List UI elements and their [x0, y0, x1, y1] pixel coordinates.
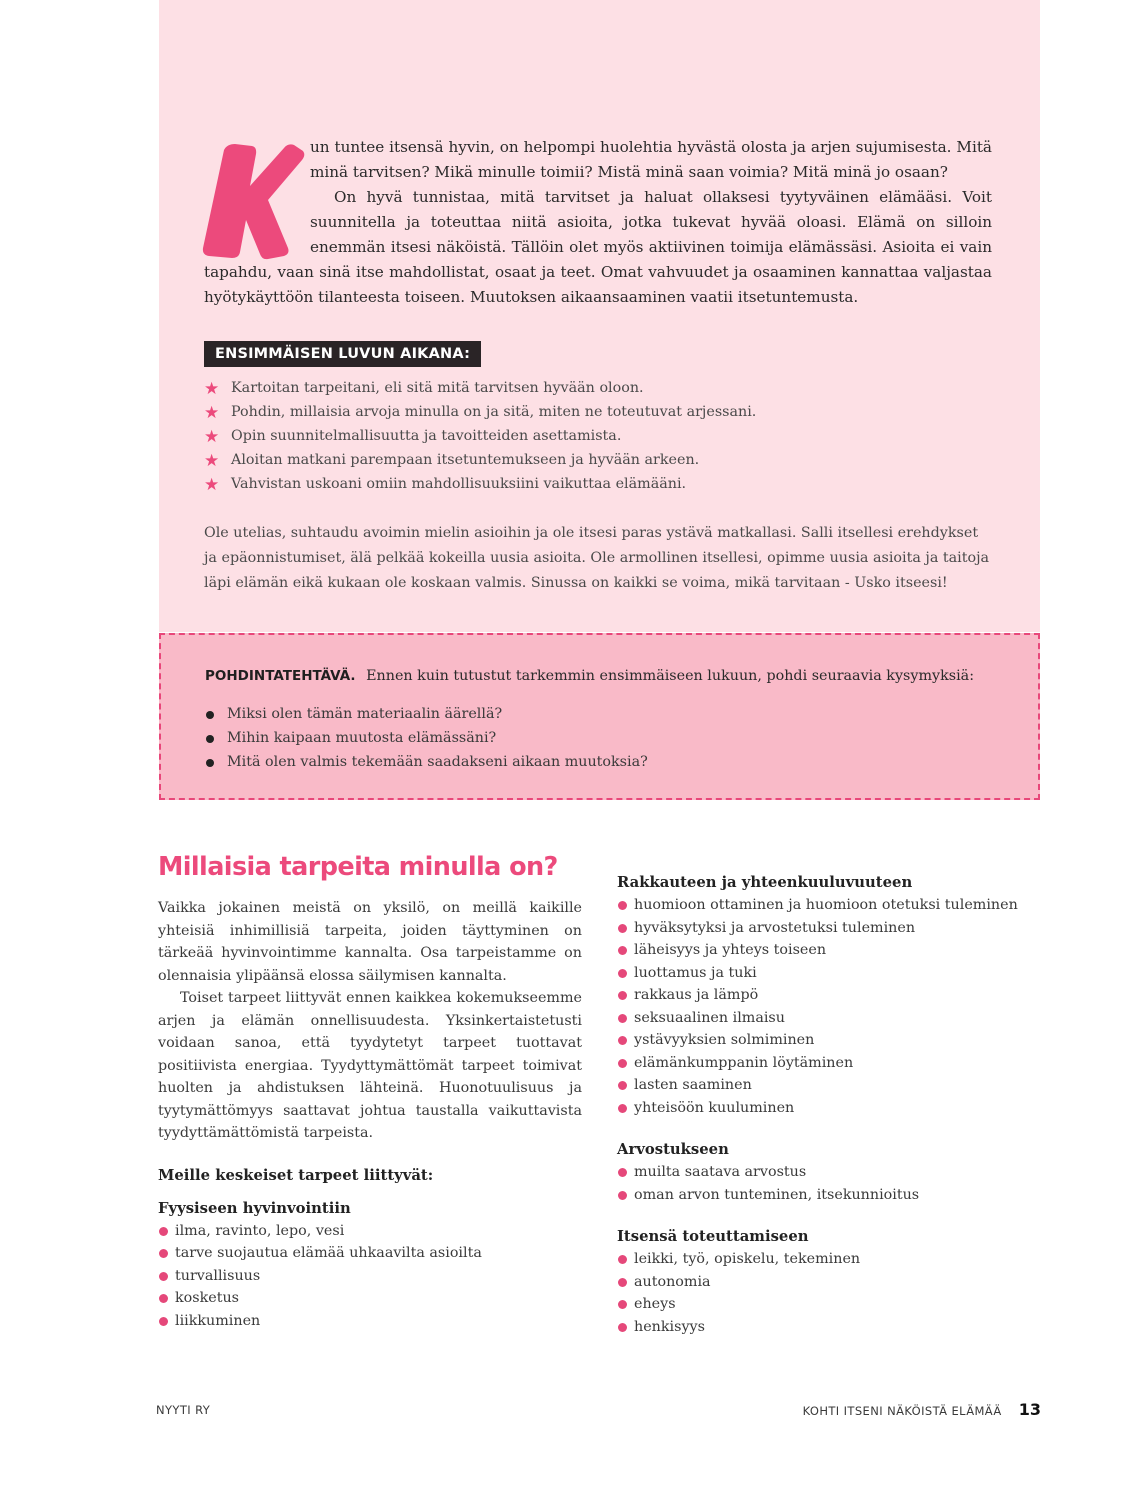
list-item: oman arvon tunteminen, itsekunnioitus: [617, 1184, 1037, 1207]
intro-paragraph-1: un tuntee itsensä hyvin, on helpompi huolehtia hyvästä olosta ja arjen sujumisesta. Mitä minä tarvitsen? Mikä minulle toimii? Mistä minä saan voimia? Mitä minä jo osaan?: [310, 138, 992, 181]
intro-paragraph-2: On hyvä tunnistaa, mitä tarvitset ja haluat ollaksesi tyytyväinen elämääsi. Voit suunnitella ja toteuttaa niitä asioita, jotka tukevat hyvää oloasi. Elämä on silloin enemmän itsesi näköistä. Tällöin olet myös aktiivinen toimija elämässäsi. Asioita ei vain tapahdu, vaan sinä itse mahdollistat, osaat ja teet. Omat vahvuudet ja osaaminen kannattaa valjastaa hyötykäyttöön tilanteesta toiseen. Muutoksen aikaansaaminen vaatii itsetuntemusta.: [204, 188, 992, 306]
star-icon: ★: [204, 427, 220, 447]
task-instructions: Ennen kuin tutustut tarkemmin ensimmäiseen lukuun, pohdi seuraavia kysymyksiä:: [366, 668, 975, 684]
chapter-goals-label: ENSIMMÄISEN LUVUN AIKANA:: [204, 341, 481, 367]
reflection-task-box: [159, 633, 1040, 800]
star-icon: ★: [204, 451, 220, 471]
list-item: henkisyys: [617, 1316, 1037, 1339]
key-needs-heading: Meille keskeiset tarpeet liittyvät:: [158, 1166, 434, 1184]
footer-publication: [803, 1400, 1041, 1419]
task-label: POHDINTATEHTÄVÄ.: [205, 668, 356, 684]
drop-cap-space: [204, 135, 310, 257]
needs-left-column: [158, 897, 582, 1332]
list-item: ★ Kartoitan tarpeitani, eli sitä mitä tarvitsen hyvään oloon.: [204, 379, 644, 399]
star-icon: ★: [204, 379, 220, 399]
encouragement-paragraph: Ole utelias, suhtaudu avoimin mielin asioihin ja ole itsesi paras ystävä matkallasi. Salli itsellesi erehdykset ja epäonnistumiset, älä pelkää kokeilla uusia asioita. Ole armollinen itsellesi, opimme uusia asioita ja taitoja läpi elämän eikä kukaan ole koskaan valmis. Sinussa on kaikki se voima, mikä tarvitaan - Usko itseesi!: [204, 525, 990, 591]
group-heading-esteem: Arvostukseen: [617, 1141, 729, 1158]
footer-organization: NYYTI RY: [156, 1403, 211, 1417]
list-item: Mitä olen valmis tekemään saadakseni aikaan muutoksia?: [205, 750, 648, 774]
list-item: tarve suojautua elämää uhkaavilta asioilta: [158, 1242, 582, 1265]
group-heading-self-actualization: Itsensä toteuttamiseen: [617, 1228, 809, 1245]
list-item: turvallisuus: [158, 1265, 582, 1288]
publication-title: KOHTI ITSENI NÄKÖISTÄ ELÄMÄÄ: [802, 1404, 1002, 1418]
list-item: kosketus: [158, 1287, 582, 1310]
task-questions: [205, 702, 648, 774]
chapter-goals-list: [204, 376, 756, 496]
list-item: ilma, ravinto, lepo, vesi: [158, 1220, 582, 1243]
list-item: lasten saaminen: [617, 1074, 1037, 1097]
list-item: Mihin kaipaan muutosta elämässäni?: [205, 726, 648, 750]
list-item: yhteisöön kuuluminen: [617, 1097, 1037, 1120]
group-list-esteem: [617, 1161, 1037, 1206]
needs-paragraph-2: Toiset tarpeet liittyvät ennen kaikkea kokemukseemme arjen ja elämän onnellisuudesta. Yksinkertaistetusti voidaan sanoa, että tyydytetyt tarpeet tuottavat positiivista energiaa. Tyydyttymättömät tarpeet toimivat huolten ja ahdistuksen lähteinä. Huonotuulisuus ja tyytymättömyys saattavat johtua taustalla vaikuttavista tyydyttämättömistä tarpeista.: [158, 990, 582, 1141]
list-item: rakkaus ja lämpö: [617, 984, 1037, 1007]
page-number: 13: [1018, 1400, 1041, 1419]
list-item: muilta saatava arvostus: [617, 1161, 1037, 1184]
list-item: ★ Vahvistan uskoani omiin mahdollisuuksiini vaikuttaa elämääni.: [204, 475, 687, 495]
star-icon: ★: [204, 403, 220, 423]
list-item: ystävyyksien solmiminen: [617, 1029, 1037, 1052]
list-item: hyväksytyksi ja arvostetuksi tuleminen: [617, 917, 1037, 940]
list-item: ★ Aloitan matkani parempaan itsetuntemukseen ja hyvään arkeen.: [204, 451, 700, 471]
needs-right-column: [617, 872, 1037, 1338]
list-item: eheys: [617, 1293, 1037, 1316]
group-heading-physical: Fyysiseen hyvinvointiin: [158, 1199, 351, 1217]
list-item: leikki, työ, opiskelu, tekeminen: [617, 1248, 1037, 1271]
group-list-love: [617, 894, 1037, 1119]
group-list-physical: [158, 1220, 582, 1333]
list-item: seksuaalinen ilmaisu: [617, 1007, 1037, 1030]
list-item: luottamus ja tuki: [617, 962, 1037, 985]
list-item: huomioon ottaminen ja huomioon otetuksi tuleminen: [617, 894, 1037, 917]
task-intro: [205, 665, 974, 687]
list-item: autonomia: [617, 1271, 1037, 1294]
group-list-self-actualization: [617, 1248, 1037, 1338]
list-item: ★ Pohdin, millaisia arvoja minulla on ja sitä, miten ne toteutuvat arjessani.: [204, 403, 757, 423]
intro-text: [204, 135, 992, 310]
list-item: Miksi olen tämän materiaalin äärellä?: [205, 702, 648, 726]
list-item: elämänkumppanin löytäminen: [617, 1052, 1037, 1075]
group-heading-love: Rakkauteen ja yhteenkuuluvuuteen: [617, 874, 913, 891]
list-item: ★ Opin suunnitelmallisuutta ja tavoitteiden asettamista.: [204, 427, 622, 447]
needs-paragraph-1: Vaikka jokainen meistä on yksilö, on meillä kaikille yhteisiä inhimillisiä tarpeita, joiden täyttyminen on tärkeää hyvinvointimme kannalta. Osa tarpeistamme on olennaisia ylipäänsä elossa säilymisen kannalta.: [158, 900, 582, 984]
list-item: liikkuminen: [158, 1310, 582, 1333]
section-title: Millaisia tarpeita minulla on?: [158, 852, 558, 882]
star-icon: ★: [204, 475, 220, 495]
list-item: läheisyys ja yhteys toiseen: [617, 939, 1037, 962]
